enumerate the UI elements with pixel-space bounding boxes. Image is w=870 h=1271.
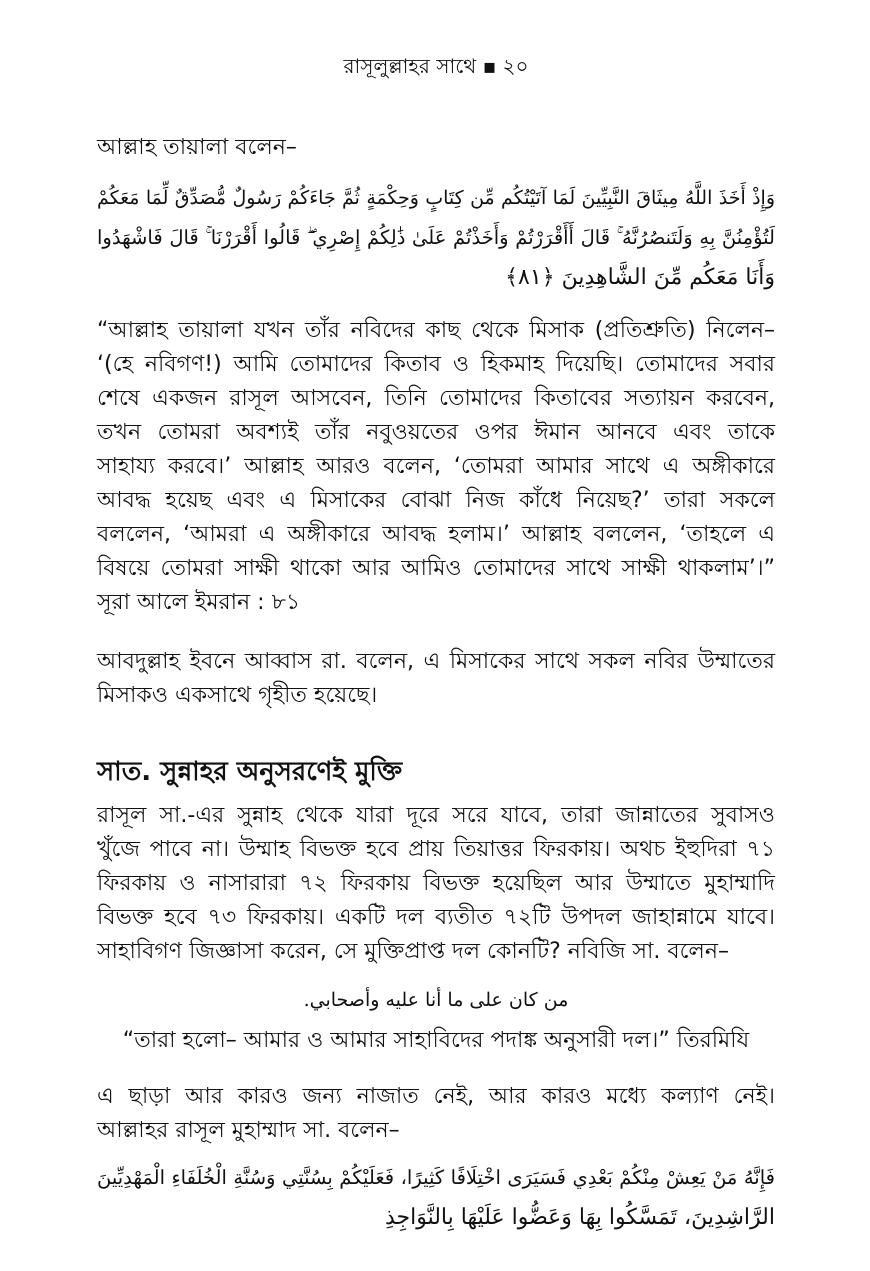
- header-separator: ▪: [482, 54, 497, 78]
- ayah-line: لَتُؤْمِنُنَّ بِهِ وَلَتَنصُرُنَّهُ ۚ قَالَ أَأَقْرَرْتُمْ وَأَخَذْتُمْ عَلَىٰ ذَٰلِكُمْ إِصْرِي ۖ قَالُوا أَقْرَرْنَا ۚ قَالَ فَاشْهَدُوا: [97, 226, 775, 249]
- translation-line: সাহায্য করবে।’ আল্লাহ আরও বলেন, ‘তোমরা আমার সাথে এ অঙ্গীকারে: [97, 454, 775, 479]
- quran-ayah: [97, 178, 775, 298]
- translation-line: “আল্লাহ তায়ালা যখন তাঁর নবিদের কাছ থেকে মিসাক (প্রতিশ্রুতি) নিলেন–: [97, 318, 775, 343]
- hadith-arabic: من كان على ما أنا عليه وأصحابي.: [303, 989, 569, 1011]
- paragraph-line: আল্লাহর রাসূল মুহাম্মাদ সা. বলেন–: [97, 1118, 400, 1143]
- translation-line: বললেন, ‘আমরা এ অঙ্গীকারে আবদ্ধ হলাম।’ আল্লাহ বললেন, ‘তাহলে এ: [97, 522, 775, 547]
- paragraph-line: মিসাকও একসাথে গৃহীত হয়েছে।: [97, 683, 378, 708]
- translation-line: বিষয়ে তোমরা সাক্ষী থাকো আর আমিও তোমাদের সাথে সাক্ষী থাকলাম’।”: [97, 556, 775, 581]
- paragraph-line: বিভক্ত হবে ৭৩ ফিরকায়। একটি দল ব্যতীত ৭২টি উপদল জাহান্নামে যাবে।: [97, 905, 775, 930]
- section-paragraph: [97, 799, 775, 969]
- paragraph-line: সাহাবিগণ জিজ্ঞাসা করেন, সে মুক্তিপ্রাপ্ত দল কোনটি? নবিজি সা. বলেন–: [97, 939, 729, 964]
- paragraph-line: এ ছাড়া আর কারও জন্য নাজাত নেই, আর কারও মধ্যে কল্যাণ নেই।: [97, 1084, 775, 1109]
- hadith-line: الرَّاشِدِينَ، تَمَسَّكُوا بِهَا وَعَضُّوا عَلَيْهَا بِالنَّوَاجِذِ: [384, 1205, 775, 1230]
- hadith-translation: “তারা হলো– আমার ও আমার সাহাবিদের পদাঙ্ক অনুসারী দল।” তিরমিযি: [122, 1028, 750, 1053]
- hadith-line: فَإِنَّهُ مَنْ يَعِشْ مِنْكُمْ بَعْدِي فَسَيَرَى اخْتِلَافًا كَثِيرًا، فَعَلَيْكُمْ بِسُنَّتِي وَسُنَّةِ الْخُلَفَاءِ الْمَهْدِيِّينَ: [97, 1166, 775, 1189]
- paragraph-line: খুঁজে পাবে না। উম্মাহ বিভক্ত হবে প্রায় তিয়াত্তর ফিরকায়। অথচ ইহুদিরা ৭১: [97, 837, 775, 862]
- ayah-translation: [97, 314, 775, 620]
- page-number: ২০: [502, 54, 529, 78]
- translation-line: আবদ্ধ হয়েছ এবং এ মিসাকের বোঝা নিজ কাঁধে নিয়েছ?’ তারা সকলে: [97, 488, 775, 513]
- surah-citation: সূরা আলে ইমরান : ৮১: [97, 590, 301, 615]
- hadith-arabic-2: [97, 1158, 775, 1238]
- translation-line: তখন তোমরা অবশ্যই তাঁর নবুওয়তের ওপর ঈমান আনবে এবং তাকে: [97, 420, 775, 445]
- closing-paragraph: [97, 1080, 775, 1148]
- paragraph-line: আবদুল্লাহ ইবনে আব্বাস রা. বলেন, এ মিসাকের সাথে সকল নবির উম্মাতের: [97, 649, 775, 674]
- ayah-line: وَأَنَا مَعَكُم مِّنَ الشَّاهِدِينَ ﴿٨١﴾: [505, 265, 775, 290]
- paragraph-line: ফিরকায় ও নাসারারা ৭২ ফিরকায় বিভক্ত হয়েছিল আর উম্মাতে মুহাম্মাদি: [97, 871, 775, 896]
- intro-text: আল্লাহ তায়ালা বলেন–: [97, 135, 297, 160]
- book-title: রাসূলুল্লাহর সাথে: [343, 54, 477, 78]
- running-header: [97, 52, 775, 85]
- translation-line: ‘(হে নবিগণ!) আমি তোমাদের কিতাব ও হিকমাহ দিয়েছি। তোমাদের সবার: [97, 352, 775, 377]
- section-heading: সাত. সুন্নাহর অনুসরণেই মুক্তি: [97, 757, 403, 787]
- translation-line: শেষে একজন রাসূল আসবেন, তিনি তোমাদের কিতাবের সত্যায়ন করবেন,: [97, 386, 775, 411]
- ayah-line: وَإِذْ أَخَذَ اللَّهُ مِيثَاقَ النَّبِيِّينَ لَمَا آتَيْتُكُم مِّن كِتَابٍ وَحِكْمَةٍ ثُمَّ جَاءَكُمْ رَسُولٌ مُّصَدِّقٌ لِّمَا مَعَكُمْ: [97, 187, 775, 209]
- paragraph-line: রাসূল সা.-এর সুন্নাহ থেকে যারা দূরে সরে যাবে, তারা জান্নাতের সুবাসও: [97, 803, 775, 828]
- ibn-abbas-paragraph: [97, 645, 775, 713]
